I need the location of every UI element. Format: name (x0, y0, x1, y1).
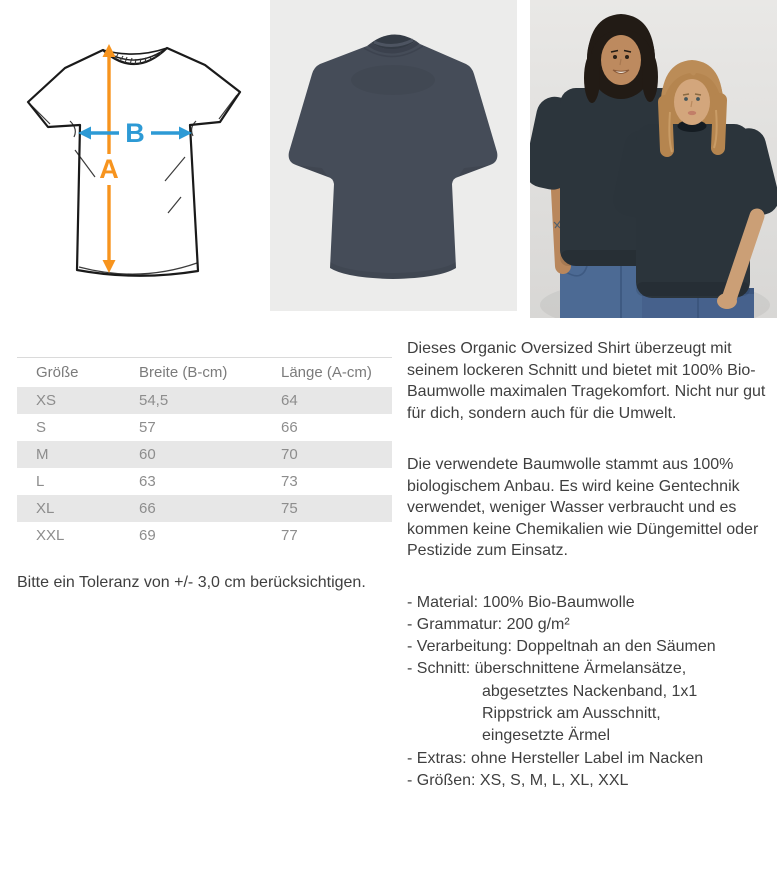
measure-label-b: B (125, 118, 145, 148)
detail-line-schnitt-2: abgesetztes Nackenband, 1x1 (482, 682, 698, 700)
breite-cell: 63 (139, 472, 156, 490)
table-row (17, 387, 392, 414)
size-cell: XS (36, 391, 57, 409)
detail-line-groessen: - Größen: XS, S, M, L, XL, XXL (407, 771, 629, 789)
woman-hair-side-right (718, 100, 720, 148)
laenge-cell: 66 (281, 418, 298, 436)
woman-hand (717, 293, 737, 309)
size-cell: S (36, 418, 47, 436)
size-table (17, 357, 392, 549)
breite-cell: 57 (139, 418, 156, 436)
chest-shadow (351, 65, 435, 95)
col-header-laenge: Länge (A-cm) (281, 363, 372, 381)
laenge-cell: 75 (281, 499, 298, 517)
size-cell: XXL (36, 526, 65, 544)
size-measurement-diagram (15, 25, 245, 295)
table-row (17, 414, 392, 441)
detail-line-schnitt: - Schnitt: überschnittene Ärmelansätze, (407, 660, 687, 678)
size-cell: M (36, 445, 49, 463)
breite-cell: 60 (139, 445, 156, 463)
description-paragraph-2: Die verwendete Baumwolle stammt aus 100% biologischem Anbau. Es wird keine Gentechnik verwendet, weniger Wasser verbraucht und es kommen keine Chemikalien wie Düngemittel oder Pestizide zum Einsatz. (407, 456, 759, 559)
laenge-cell: 77 (281, 526, 298, 544)
description-paragraph-1: Dieses Organic Oversized Shirt überzeugt mit seinem lockeren Schnitt und bietet mit 100% Bio-Baumwolle maximalen Tragekomfort. Nicht nur gut für dich, sondern auch für die Umwelt. (407, 340, 766, 422)
measure-label-a: A (99, 154, 119, 184)
man-eye-right (625, 55, 629, 59)
tolerance-note: Bitte ein Toleranz von +/- 3,0 cm berücksichtigen. (17, 574, 366, 591)
laenge-cell: 70 (281, 445, 298, 463)
detail-line-schnitt-3: Rippstrick am Ausschnitt, (482, 704, 661, 722)
detail-line-extras: - Extras: ohne Hersteller Label im Nacken (407, 749, 704, 767)
woman-eye-left (684, 97, 688, 101)
size-table-header-row (17, 358, 392, 387)
table-row (17, 522, 392, 549)
size-cell: XL (36, 499, 55, 517)
man-hair-side-right (642, 52, 658, 102)
laenge-cell: 64 (281, 391, 298, 409)
man-hair-side-left (584, 53, 600, 103)
woman-lips (688, 111, 696, 115)
detail-line-verarbeitung: - Verarbeitung: Doppeltnah an den Säumen (407, 638, 716, 656)
col-header-groesse: Größe (36, 363, 79, 381)
tshirt-measurement-drawing-icon (15, 25, 245, 295)
models-wearing-shirt-photo (530, 0, 777, 318)
product-photo-front (270, 0, 517, 311)
breite-cell: 69 (139, 526, 156, 544)
size-cell: L (36, 472, 45, 490)
man-eye-left (613, 55, 617, 59)
detail-line-grammatur: - Grammatur: 200 g/m² (407, 615, 570, 633)
woman-hair-side-left (665, 102, 667, 150)
tshirt-outline (28, 48, 240, 276)
detail-line-schnitt-4: eingesetzte Ärmel (482, 727, 611, 745)
breite-cell: 54,5 (139, 391, 169, 409)
table-row (17, 468, 392, 495)
laenge-cell: 73 (281, 472, 298, 490)
col-header-breite: Breite (B-cm) (139, 363, 228, 381)
woman-eye-right (696, 97, 700, 101)
detail-line-material: - Material: 100% Bio-Baumwolle (407, 593, 635, 611)
breite-cell: 66 (139, 499, 156, 517)
product-details-list (407, 592, 774, 793)
product-photo-models (530, 0, 777, 318)
table-row (17, 495, 392, 522)
table-row (17, 441, 392, 468)
product-description (407, 338, 774, 792)
oversized-tshirt-photo (270, 0, 517, 311)
